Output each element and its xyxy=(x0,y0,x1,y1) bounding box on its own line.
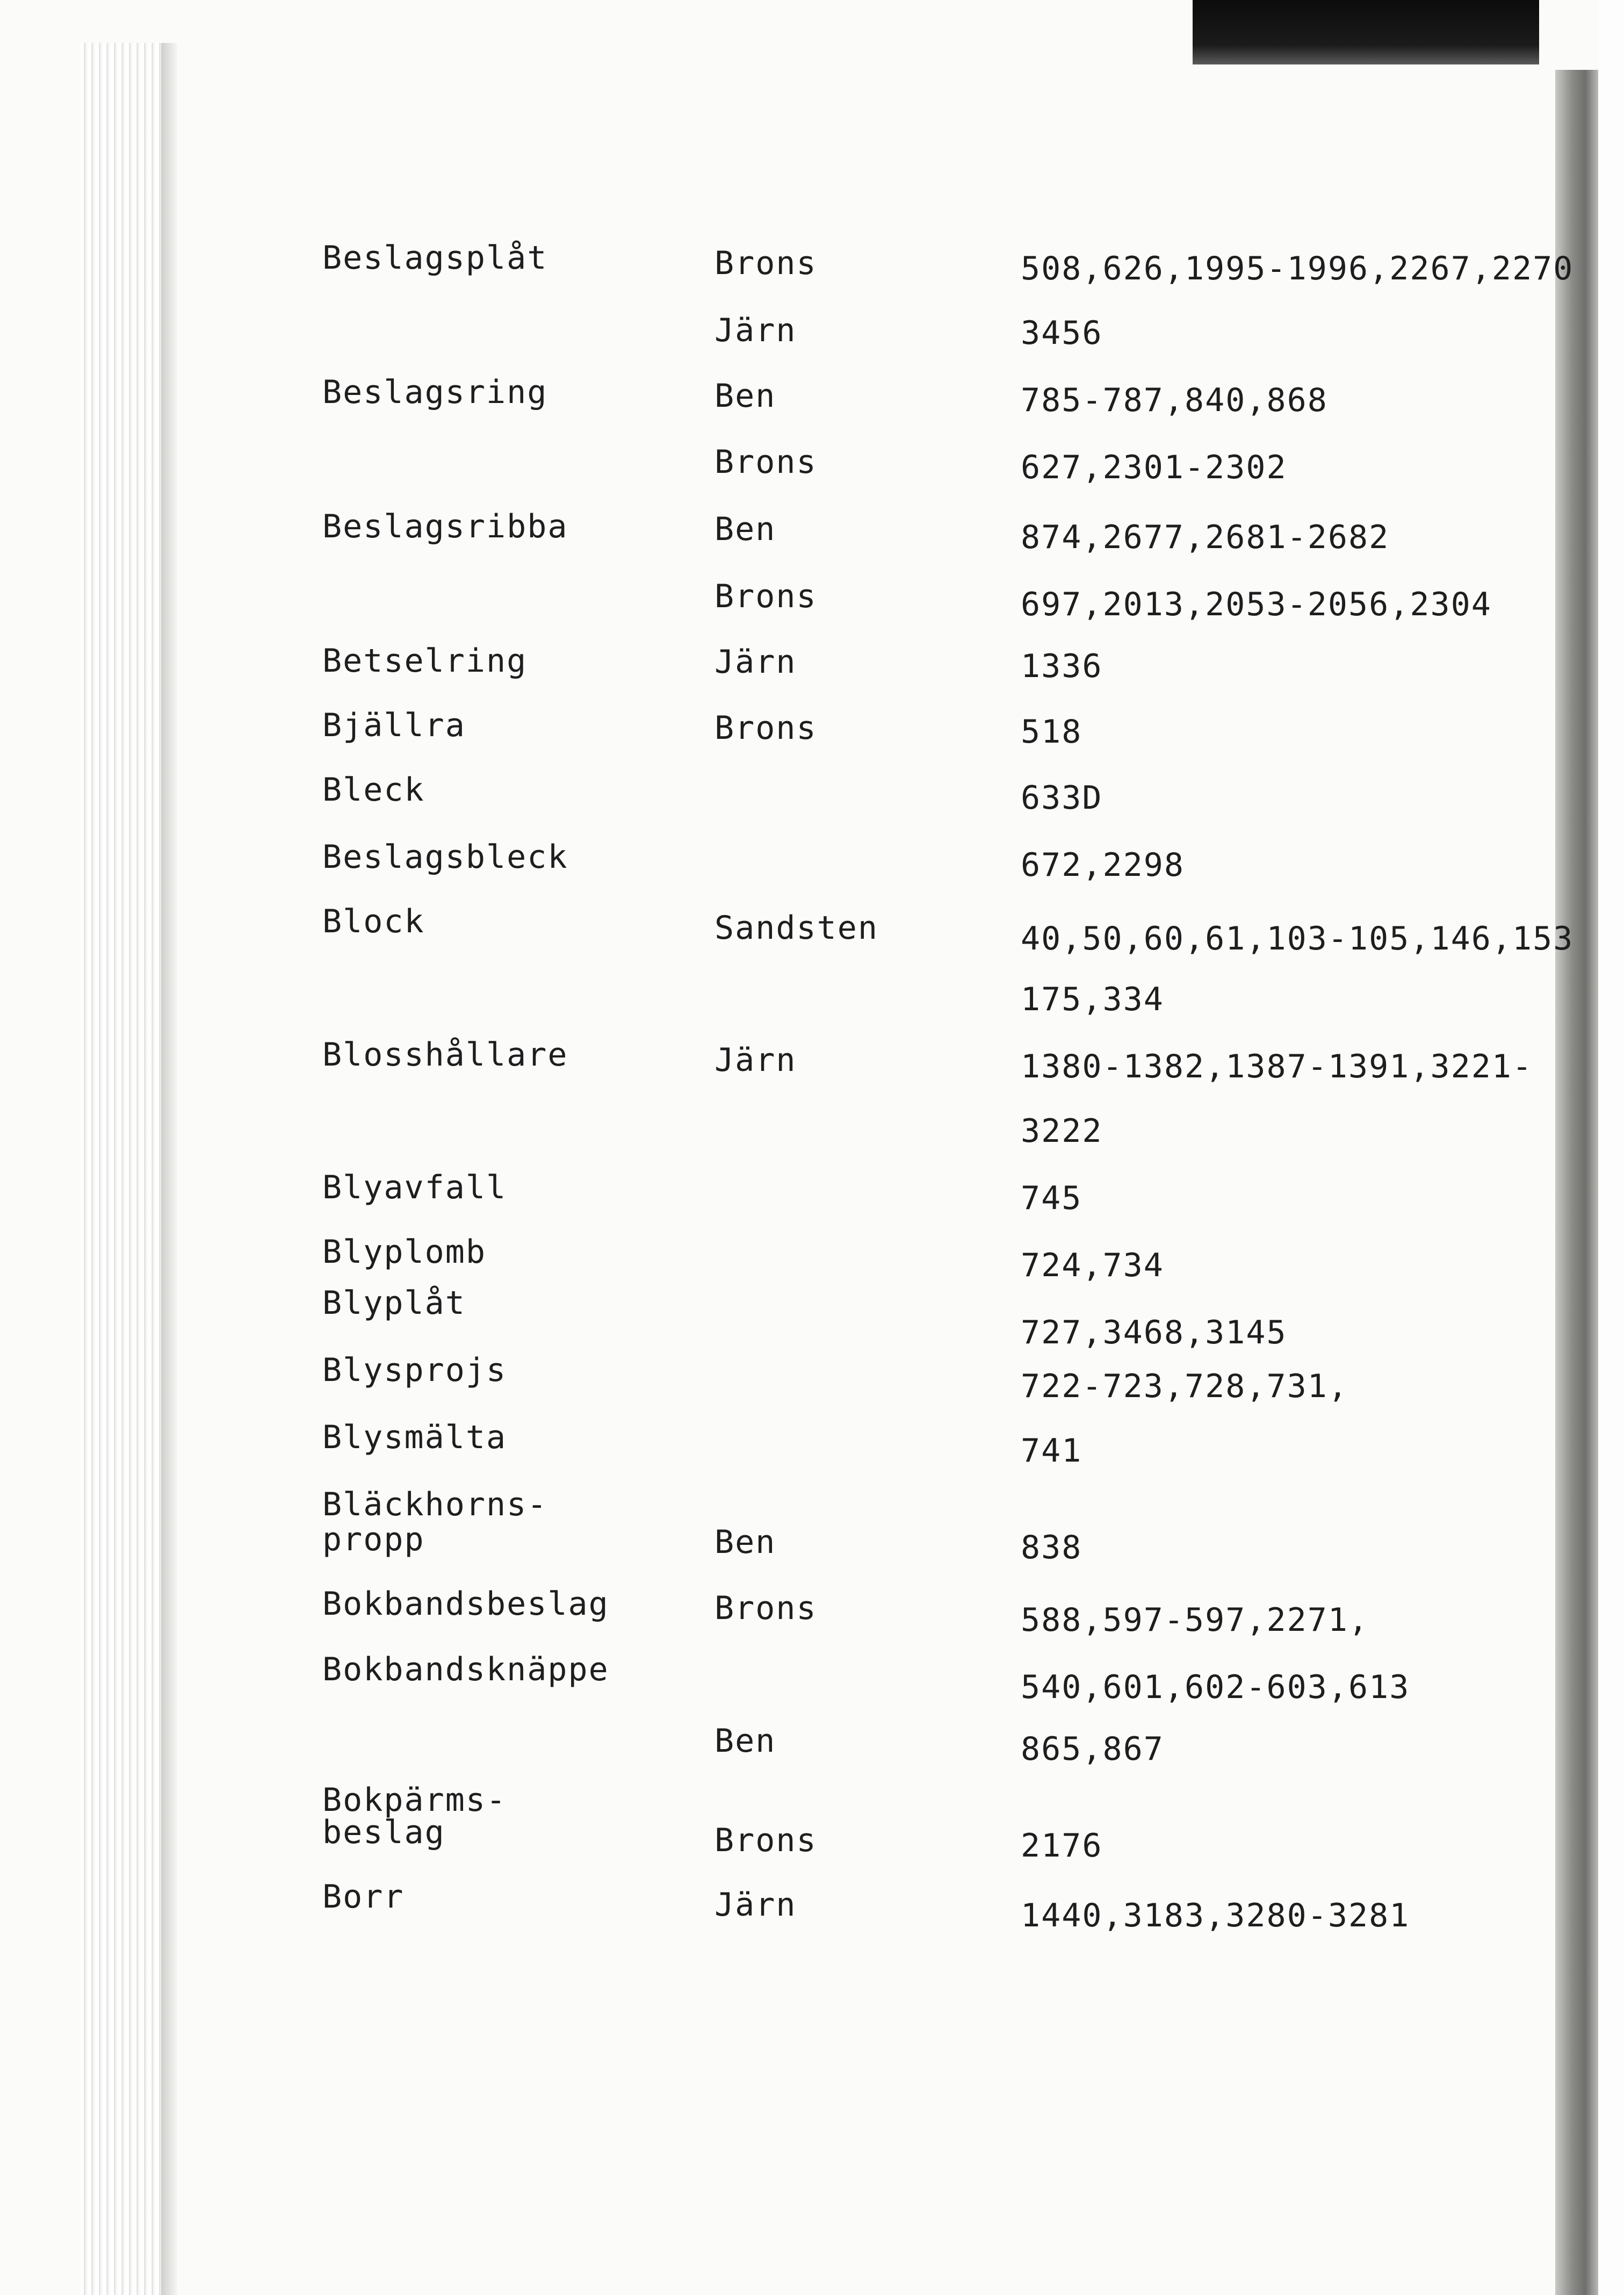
material-cell: Brons xyxy=(714,709,817,747)
right-margin xyxy=(1598,0,1624,2295)
material-cell: Ben xyxy=(714,1722,776,1760)
term-cell: Blosshållare xyxy=(322,1036,568,1074)
numbers-cell: 785-787,840,868 xyxy=(1021,382,1328,419)
numbers-cell: 865,867 xyxy=(1021,1730,1164,1768)
numbers-cell: 627,2301-2302 xyxy=(1021,449,1287,486)
numbers-cell: 722-723,728,731, xyxy=(1021,1368,1348,1405)
term-cell: Beslagsring xyxy=(322,373,548,411)
material-cell: Ben xyxy=(714,1523,776,1561)
term-cell: Beslagsplåt xyxy=(322,239,548,277)
term-cell: Bokbandsbeslag xyxy=(322,1585,609,1623)
numbers-cell: 40,50,60,61,103-105,146,153 xyxy=(1021,920,1574,958)
numbers-cell: 1380-1382,1387-1391,3221- xyxy=(1021,1048,1533,1085)
numbers-cell: 3456 xyxy=(1021,314,1103,352)
term-cell: Bjällra xyxy=(322,707,466,744)
term-cell: Borr xyxy=(322,1878,405,1916)
numbers-cell: 508,626,1995-1996,2267,2270 xyxy=(1021,250,1574,287)
term-cell: Beslagsribba xyxy=(322,508,568,545)
term-cell: propp xyxy=(322,1521,425,1558)
numbers-cell: 745 xyxy=(1021,1179,1082,1217)
material-cell: Brons xyxy=(714,1822,817,1859)
material-cell: Brons xyxy=(714,578,817,615)
numbers-cell: 588,597-597,2271, xyxy=(1021,1601,1369,1639)
material-cell: Brons xyxy=(714,1589,817,1627)
term-cell: Bleck xyxy=(322,771,425,809)
term-cell: Blysprojs xyxy=(322,1351,507,1389)
numbers-cell: 724,734 xyxy=(1021,1247,1164,1284)
material-cell: Brons xyxy=(714,443,817,481)
term-cell: Bokbandsknäppe xyxy=(322,1651,609,1688)
material-cell: Sandsten xyxy=(714,909,878,947)
numbers-cell: 697,2013,2053-2056,2304 xyxy=(1021,586,1492,623)
term-cell: Bläckhorns- xyxy=(322,1486,548,1523)
term-cell: Beslagsbleck xyxy=(322,838,568,876)
numbers-cell: 727,3468,3145 xyxy=(1021,1314,1287,1351)
numbers-cell: 1336 xyxy=(1021,648,1103,685)
numbers-cell: 540,601,602-603,613 xyxy=(1021,1668,1410,1706)
numbers-cell: 741 xyxy=(1021,1432,1082,1470)
term-cell: Bokpärms- xyxy=(322,1781,507,1819)
term-cell: Blyplomb xyxy=(322,1233,486,1271)
numbers-cell: 175,334 xyxy=(1021,981,1164,1018)
term-cell: Blyplåt xyxy=(322,1284,466,1322)
numbers-cell: 672,2298 xyxy=(1021,846,1185,884)
material-cell: Järn xyxy=(714,1041,797,1079)
page-right-edge xyxy=(1555,70,1598,2295)
numbers-cell: 2176 xyxy=(1021,1827,1103,1865)
term-cell: Blysmälta xyxy=(322,1419,507,1456)
numbers-cell: 518 xyxy=(1021,713,1082,751)
material-cell: Järn xyxy=(714,312,797,349)
numbers-cell: 633D xyxy=(1021,779,1103,817)
numbers-cell: 1440,3183,3280-3281 xyxy=(1021,1897,1410,1934)
material-cell: Ben xyxy=(714,510,776,548)
material-cell: Järn xyxy=(714,1886,797,1924)
numbers-cell: 3222 xyxy=(1021,1112,1103,1150)
term-cell: Betselring xyxy=(322,642,528,680)
term-cell: Blyavfall xyxy=(322,1169,507,1206)
numbers-cell: 874,2677,2681-2682 xyxy=(1021,519,1390,556)
material-cell: Brons xyxy=(714,244,817,282)
numbers-cell: 838 xyxy=(1021,1529,1082,1566)
material-cell: Ben xyxy=(714,377,776,415)
term-cell: beslag xyxy=(322,1814,445,1851)
material-cell: Järn xyxy=(714,643,797,681)
term-cell: Block xyxy=(322,903,425,940)
